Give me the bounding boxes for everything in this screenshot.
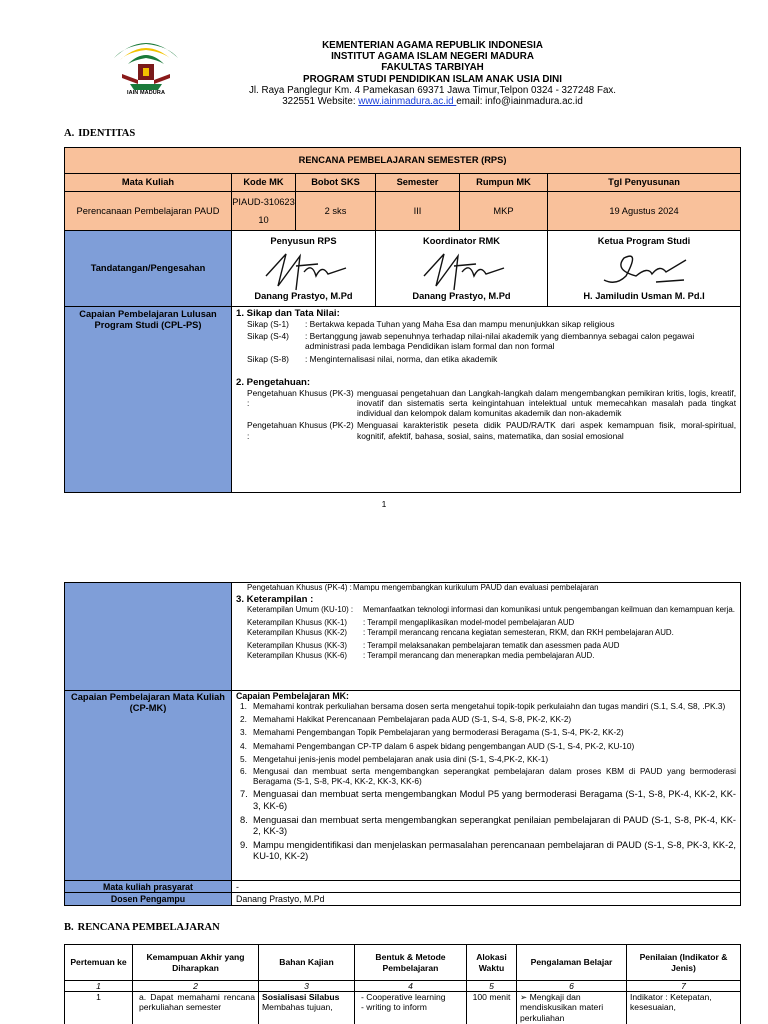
header-line-4: PROGRAM STUDI PENDIDIKAN ISLAM ANAK USIA DINI [303, 73, 562, 85]
keterampilan-item: Keterampilan Khusus (KK-3) : Terampil melaksanakan pembelajaran tematik dan asessmen pada AUD [247, 641, 620, 651]
column-number: 7 [627, 981, 741, 992]
header-rumpun-mk: Rumpun MK [460, 174, 548, 192]
institution-header [205, 40, 660, 107]
header-kode-mk: Kode MK [232, 174, 296, 192]
cpmk-item: 3. Memahami Pengembangan Topik Pembelajaran yang bermoderasi Beragama (S-1, S-4, PK-2, KK-2) [240, 727, 624, 738]
column-number: 4 [355, 981, 467, 992]
signer-penyusun [232, 231, 376, 307]
column-number: 5 [467, 981, 517, 992]
header-bobot-sks: Bobot SKS [296, 174, 376, 192]
header-penilaian: Penilaian (Indikator & Jenis) [627, 945, 741, 981]
row1-penilaian: Indikator : Ketepatan, kesesuaian, [627, 992, 741, 1024]
rps-table-title: RENCANA PEMBELAJARAN SEMESTER (RPS) [65, 148, 741, 174]
signer-name: Danang Prastyo, M.Pd [412, 290, 511, 301]
cpmk-content [232, 691, 741, 881]
header-kemampuan: Kemampuan Akhir yang Diharapkan [133, 945, 259, 981]
identitas-table [64, 147, 741, 493]
signer-role: Ketua Program Studi [597, 235, 691, 246]
pengetahuan-title: 2. Pengetahuan: [236, 376, 311, 388]
keterampilan-item: Keterampilan Umum (KU-10) : Memanfaatkan teknologi informasi dan komunikasi untuk pengembangan keilmuan dan kemampuan kerja. [247, 604, 735, 614]
iain-madura-logo-icon [108, 34, 184, 98]
ttd-label: Tandatangan/Pengesahan [65, 231, 232, 307]
row1-pengalaman: ➢ Mengkaji dan mendiskusikan materi perkuliahan [517, 992, 627, 1024]
row1-kemampuan: a. Dapat memahami rencana perkuliahan semester [133, 992, 259, 1024]
cpmk-item: 4. Memahami Pengembangan CP-TP dalam 6 aspek bidang pengembangan AUD (S-1, S-4, PK-2, KU-10) [240, 740, 635, 751]
header-alokasi-waktu: Alokasi Waktu [467, 945, 517, 981]
dosen-label: Dosen Pengampu [65, 893, 232, 906]
dosen-value: Danang Prastyo, M.Pd [232, 893, 741, 906]
header-mata-kuliah: Mata Kuliah [65, 174, 232, 192]
sikap-item: Sikap (S-4) : Bertanggung jawab sepenuhnya terhadap nilai-nilai akademik yang diembannya sebagai calon pegawai administrasi pada lembaga Pendidikan islam formal dan non formal [247, 331, 695, 352]
cpmk-label: Capaian Pembelajaran Mata Kuliah (CP-MK) [65, 691, 232, 881]
signer-koordinator [376, 231, 548, 307]
keterampilan-item: Keterampilan Khusus (KK-6) : Terampil merancang dan menerapkan media pembelajaran AUD. [247, 650, 595, 660]
header-address: Jl. Raya Panglegur Km. 4 Pamekasan 69371 Jawa Timur,Telpon 0324 - 327248 Fax. [248, 84, 617, 96]
sikap-item: Sikap (S-8) : Menginternalisasi nilai, norma, dan etika akademik [247, 353, 498, 364]
keterampilan-title: 3. Keterampilan : [236, 593, 314, 605]
website-link[interactable]: www.iainmadura.ac.id [358, 96, 457, 108]
cpl-continued-content [232, 583, 741, 691]
sikap-title: 1. Sikap dan Tata Nilai: [236, 308, 340, 319]
header-contact [205, 96, 660, 107]
sikap-item: Sikap (S-1) : Bertakwa kepada Tuhan yang Maha Esa dan mampu menunjukkan sikap religious [247, 319, 615, 329]
header-line-2: INSTITUT AGAMA ISLAM NEGERI MADURA [331, 51, 534, 63]
section-a-title [64, 128, 135, 139]
cpmk-item: 1. Memahami kontrak perkuliahan bersama dosen serta mengetahui topik-topik perkulaiahn dan tugas mandiri (S.1, S.4, S8, .PK.3) [240, 701, 726, 711]
cpl-continued-table [64, 582, 741, 906]
header-bahan-kajian: Bahan Kajian [259, 945, 355, 981]
signer-kaprodi [548, 231, 741, 307]
header-line-1: KEMENTERIAN AGAMA REPUBLIK INDONESIA [322, 40, 543, 51]
pengetahuan-item: Pengetahuan Khusus (PK-2) : Menguasai karakteristik peseta didik PAUD/RA/TK dari aspek kemampuan fisik, moral-spiritual, kognitif, afektif, bahasa, sosial, sains, matematika, dan sosial emosional [247, 420, 737, 441]
row1-bahan: Sosialisasi Silabus Membahas tujuan, [259, 992, 355, 1024]
cpmk-item: 7. Menguasai dan membuat serta mengembangkan Modul P5 yang bermoderasi Beragama (S-1, S-8, PK-4, KK-2, KK-3, KK-6) [240, 789, 736, 811]
section-b-text: RENCANA PEMBELAJARAN [77, 922, 220, 933]
contact-prefix: 322551 Website: [282, 96, 359, 108]
cpmk-item: 5. Mengetahui jenis-jenis model pembelajaran anak usia dini (S-1, S-4,PK-2, KK-1) [240, 753, 549, 764]
signer-role: Penyusun RPS [270, 235, 337, 246]
cpl-label: Capaian Pembelajaran Lulusan Program Studi (CPL-PS) [65, 307, 232, 493]
header-pengalaman: Pengalaman Belajar [517, 945, 627, 981]
signature-icon [256, 246, 352, 294]
header-line-3: FAKULTAS TARBIYAH [381, 62, 484, 74]
pengetahuan-item: Pengetahuan Khusus (PK-3) : menguasai pengetahuan dan Langkah-langkah dalam mengembangkan pemikiran kritis, logis, kreatif, inovatif dan sistematis serta keingintahuan intelektual untuk memecahkan masalah pada tingkat individual dan kelompok dalam komunitas akademik dan non-akademik [247, 387, 737, 419]
value-mata-kuliah: Perencanaan Pembelajaran PAUD [65, 192, 232, 231]
signature-icon [596, 246, 692, 294]
header-semester: Semester [376, 174, 460, 192]
prasyarat-value: - [232, 881, 741, 893]
section-b-letter: B. [64, 922, 74, 933]
row1-metode: - Cooperative learning - writing to inform [355, 992, 467, 1024]
cpmk-title: Capaian Pembelajaran MK: [236, 691, 349, 701]
section-a-letter: A. [64, 128, 75, 139]
column-number: 1 [65, 981, 133, 992]
page-number: 1 [381, 499, 387, 509]
cpmk-list [236, 701, 736, 863]
prasyarat-label: Mata kuliah prasyarat [65, 881, 232, 893]
column-number: 6 [517, 981, 627, 992]
cpmk-item: 6. Mengusai dan membuat serta mengembangkan seperangkat pembelajaran dalam proses KBM di PAUD yang bermoderasi Beragama (S-1, S-8, PK-4, KK-2, KK-3, KK-6) [240, 766, 736, 787]
header-tgl-penyusunan: Tgl Penyusunan [548, 174, 741, 192]
signature-icon [414, 246, 510, 294]
cpl-continued-label [65, 583, 232, 691]
keterampilan-item: Keterampilan Khusus (KK-2) : Terampil merancang rencana kegiatan semesteran, RKM, dan RKH pembelajaran AUD. [247, 627, 674, 637]
cpmk-item: 9. Mampu mengidentifikasi dan menjelaskan permasalahan perencanaan pembelajaran di PAUD (S-1, S-8, PK-3, KK-2, KU-10, KK-2) [240, 840, 736, 862]
pengetahuan-item: Pengetahuan Khusus (PK-4) : Mampu mengembangkan kurikulum PAUD dan evaluasi pembelajaran [247, 583, 599, 592]
header-pertemuan: Pertemuan ke [65, 945, 133, 981]
keterampilan-item: Keterampilan Khusus (KK-1) : Terampil mengaplikasikan model-model pembelajaran AUD [247, 618, 575, 628]
value-kode-mk: PIAUD-31062310 [232, 192, 296, 231]
row1-waktu: 100 menit [467, 992, 517, 1024]
signer-name: H. Jamiludin Usman M. Pd.I [583, 290, 705, 301]
cpl-content [232, 307, 741, 493]
header-metode: Bentuk & Metode Pembelajaran [355, 945, 467, 981]
contact-suffix: email: info@iainmadura.ac.id [456, 96, 583, 108]
cpmk-item: 8. Menguasai dan membuat serta mengembangkan seperangkat penilaian pembelajaran di PAUD (S-1, S-8, PK-4, KK-2, KK-3) [240, 814, 736, 837]
logo-text: IAIN MADURA [126, 90, 166, 96]
value-semester: III [376, 192, 460, 231]
row1-pertemuan: 1 [65, 992, 133, 1024]
rencana-table [64, 944, 741, 1024]
section-b-title [64, 922, 220, 933]
value-tgl-penyusunan: 19 Agustus 2024 [548, 192, 741, 231]
column-number: 3 [259, 981, 355, 992]
signer-name: Danang Prastyo, M.Pd [254, 290, 353, 301]
signer-role: Koordinator RMK [423, 235, 500, 246]
value-bobot-sks: 2 sks [296, 192, 376, 231]
column-number: 2 [133, 981, 259, 992]
cpmk-item: 2. Memahami Hakikat Perencanaan Pembelajaran pada AUD (S-1, S-4, S-8, PK-2, KK-2) [240, 714, 572, 725]
section-a-text: IDENTITAS [78, 128, 136, 139]
value-rumpun-mk: MKP [460, 192, 548, 231]
